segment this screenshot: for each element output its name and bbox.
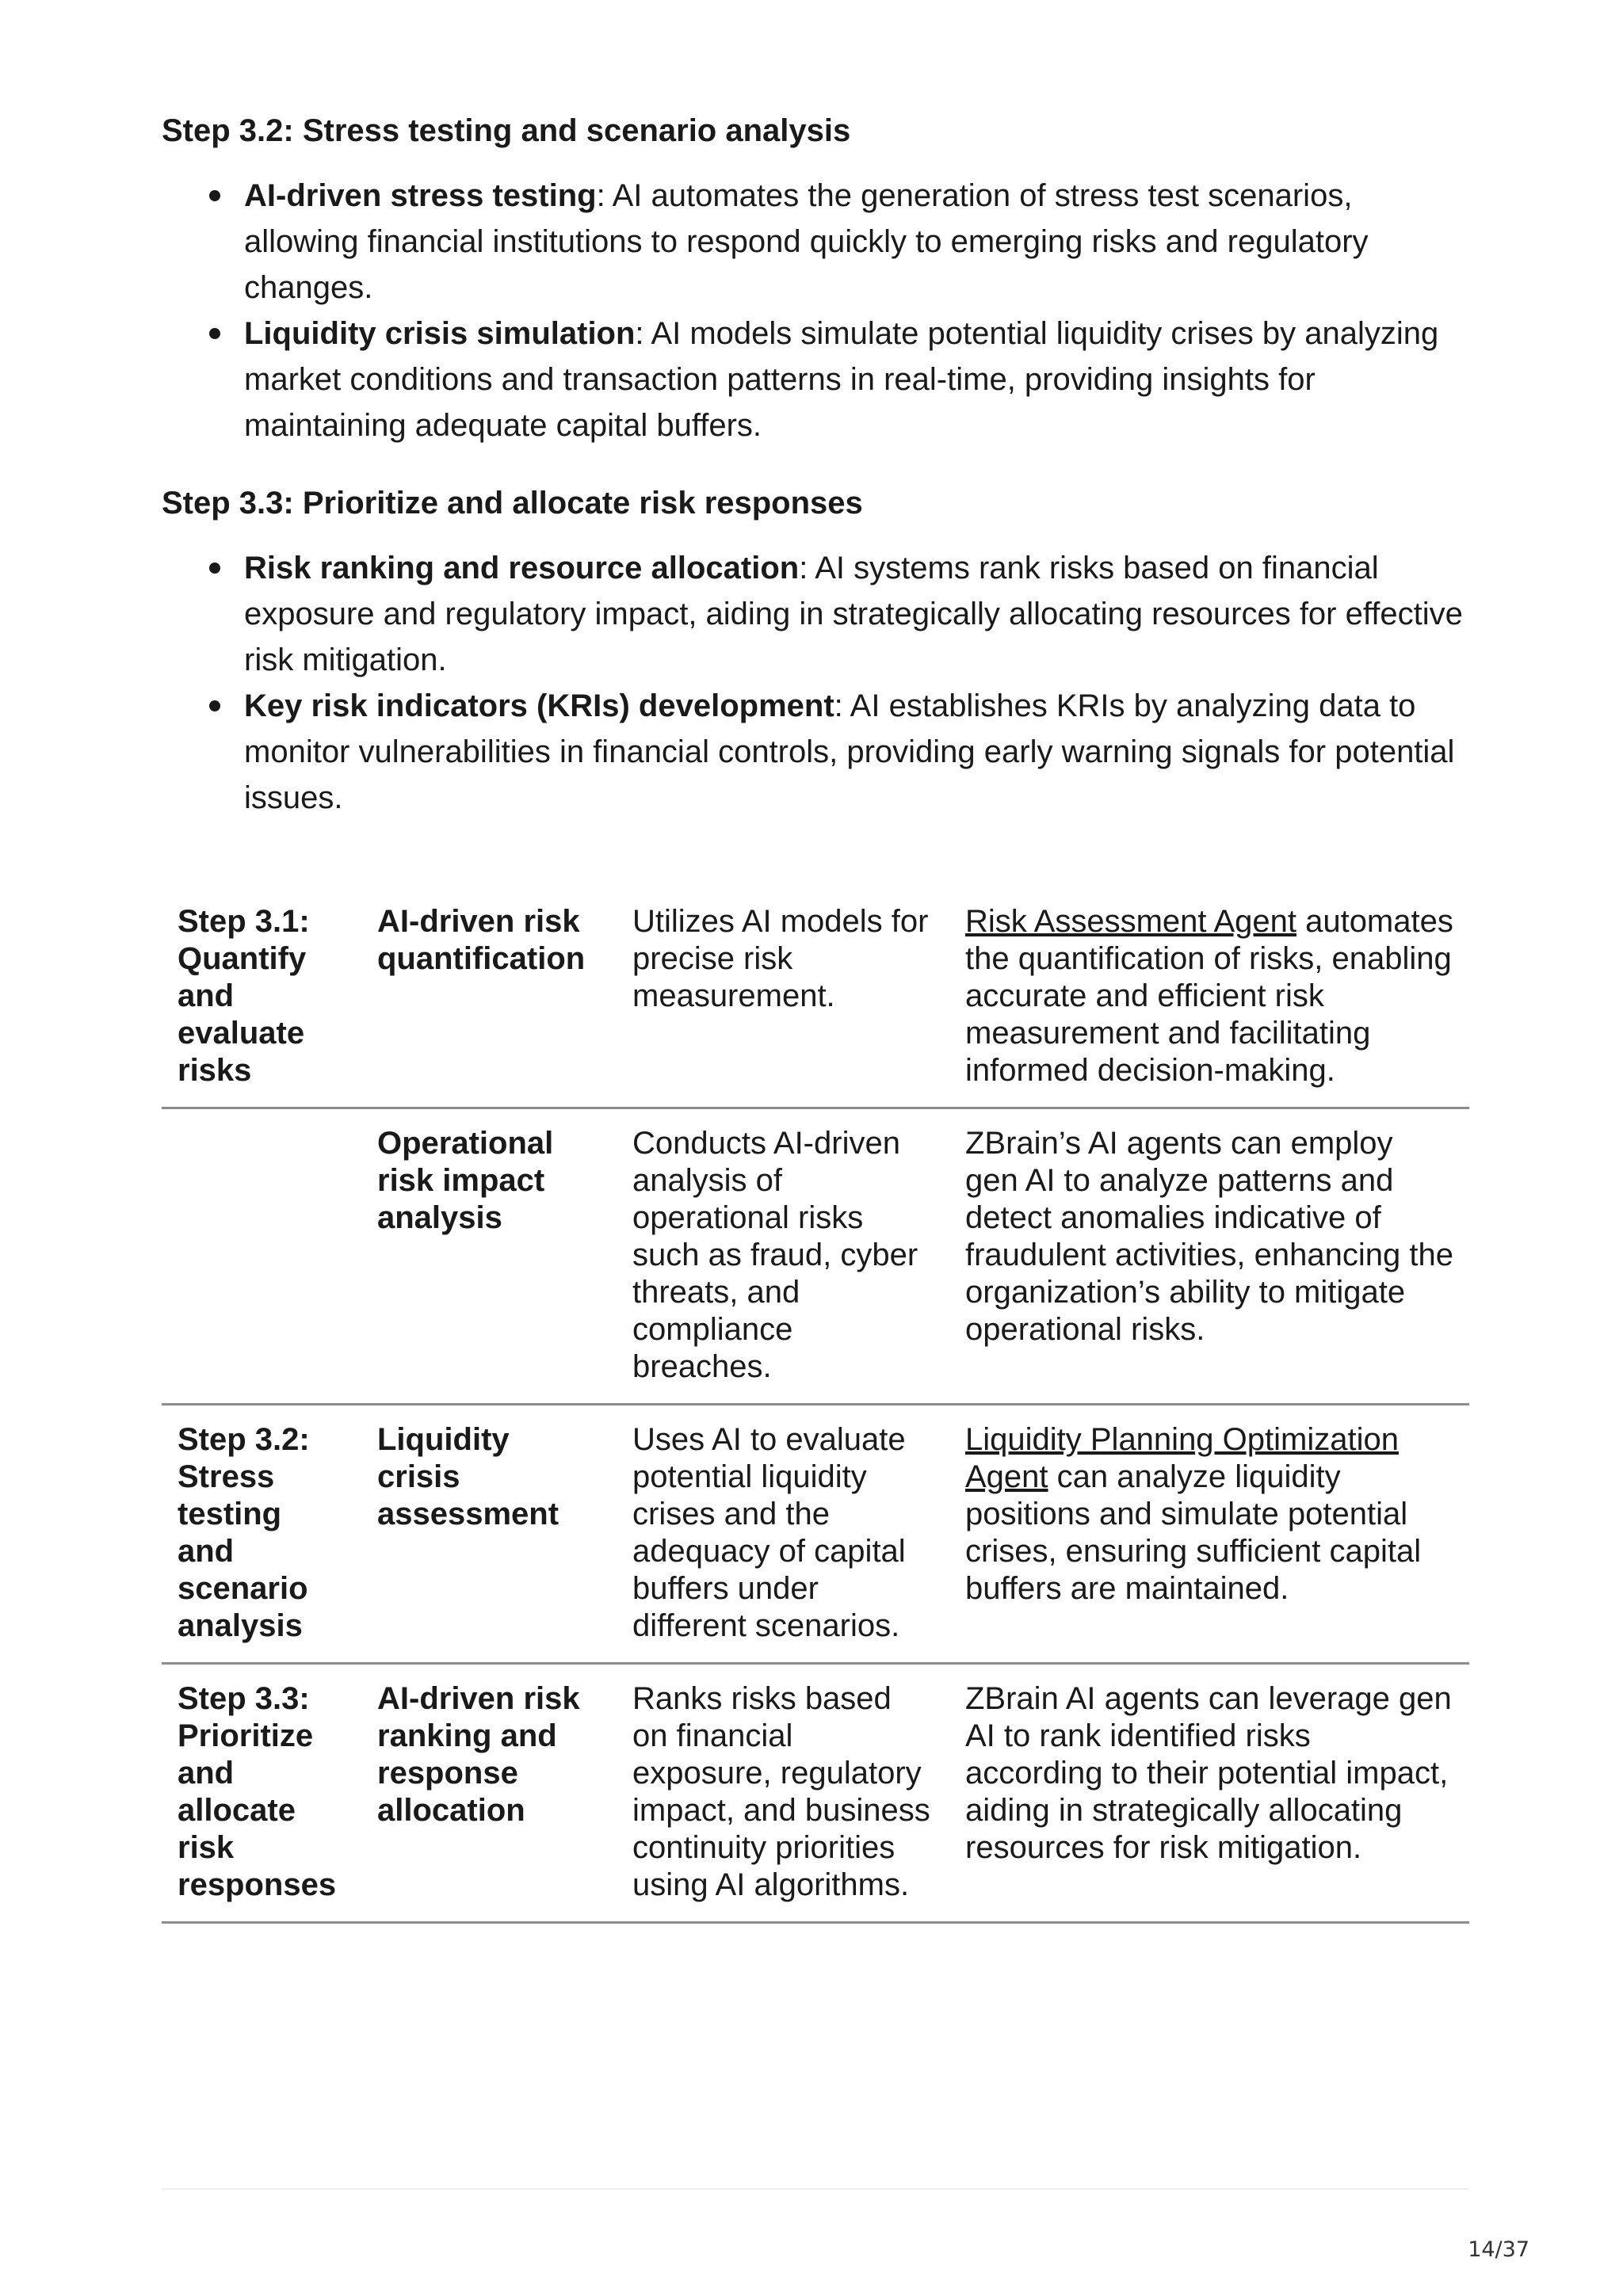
bullet-text: : AI establishes KRIs by analyzing data to monitor vulnerabilities in financial controls, providing early warning signals for potential issues.	[244, 688, 1455, 815]
bullet-list-step-3-3	[162, 545, 1469, 821]
description-cell: Uses AI to evaluate potential liquidity crises and the adequacy of capital buffers under different scenarios.	[617, 1405, 949, 1664]
page-number: 14/37	[1468, 2237, 1529, 2262]
table-row	[162, 1108, 1469, 1405]
activity-cell: Liquidity crisis assessment	[361, 1405, 617, 1664]
list-item	[244, 311, 1469, 448]
table-row	[162, 1405, 1469, 1664]
bullet-term: Key risk indicators (KRIs) development	[244, 688, 834, 723]
bullet-text: : AI models simulate potential liquidity crises by analyzing market conditions and transaction patterns in real-time, providing insights for maintaining adequate capital buffers.	[244, 316, 1439, 443]
agent-text: ZBrain’s AI agents can employ gen AI to analyze patterns and detect anomalies indicative of fraudulent activities, enhancing the organization’s ability to mitigate operational risks.	[965, 1126, 1453, 1347]
bullet-text: : AI automates the generation of stress test scenarios, allowing financial institutions to respond quickly to emerging risks and regulatory changes.	[244, 178, 1369, 305]
bullet-term: AI-driven stress testing	[244, 178, 597, 213]
bullet-term: Risk ranking and resource allocation	[244, 551, 800, 585]
section-heading-step-3-2: Step 3.2: Stress testing and scenario analysis	[162, 113, 851, 148]
liquidity-planning-agent-link[interactable]: Liquidity Planning Optimization Agent	[965, 1422, 1399, 1494]
list-item	[244, 683, 1469, 821]
list-item	[244, 545, 1469, 683]
activity-cell: Operational risk impact analysis	[361, 1108, 617, 1405]
bullet-icon	[209, 700, 220, 711]
table-row	[162, 903, 1469, 1108]
footer-divider	[162, 2188, 1469, 2190]
step-cell	[162, 1108, 361, 1405]
bullet-icon	[209, 563, 220, 574]
description-cell: Utilizes AI models for precise risk measurement.	[617, 903, 949, 1108]
agent-cell	[949, 903, 1469, 1108]
table-row	[162, 1664, 1469, 1923]
bullet-icon	[209, 190, 220, 201]
step-cell: Step 3.3: Prioritize and allocate risk responses	[162, 1664, 361, 1923]
activity-cell: AI-driven risk ranking and response allocation	[361, 1664, 617, 1923]
description-cell: Ranks risks based on financial exposure, regulatory impact, and business continuity priorities using AI algorithms.	[617, 1664, 949, 1923]
agent-text: automates the quantification of risks, enabling accurate and efficient risk measurement and facilitating informed decision-making.	[965, 904, 1453, 1088]
agent-cell	[949, 1405, 1469, 1664]
steps-table	[162, 903, 1469, 1924]
step-cell: Step 3.2: Stress testing and scenario analysis	[162, 1405, 361, 1664]
agent-text: can analyze liquidity positions and simulate potential crises, ensuring sufficient capital buffers are maintained.	[965, 1459, 1422, 1606]
bullet-text: : AI systems rank risks based on financial exposure and regulatory impact, aiding in strategically allocating resources for effective risk mitigation.	[244, 551, 1463, 677]
agent-cell	[949, 1108, 1469, 1405]
risk-assessment-agent-link[interactable]: Risk Assessment Agent	[965, 904, 1296, 939]
section-heading-step-3-3: Step 3.3: Prioritize and allocate risk responses	[162, 486, 863, 521]
document-body	[162, 111, 1469, 821]
step-cell: Step 3.1: Quantify and evaluate risks	[162, 903, 361, 1108]
agent-text: ZBrain AI agents can leverage gen AI to rank identified risks according to their potential impact, aiding in strategically allocating resources for risk mitigation.	[965, 1681, 1452, 1865]
description-cell: Conducts AI-driven analysis of operational risks such as fraud, cyber threats, and compliance breaches.	[617, 1108, 949, 1405]
bullet-term: Liquidity crisis simulation	[244, 316, 636, 351]
agent-cell	[949, 1664, 1469, 1923]
bullet-icon	[209, 328, 220, 339]
bullet-list-step-3-2	[162, 173, 1469, 448]
list-item	[244, 173, 1469, 311]
activity-cell: AI-driven risk quantification	[361, 903, 617, 1108]
